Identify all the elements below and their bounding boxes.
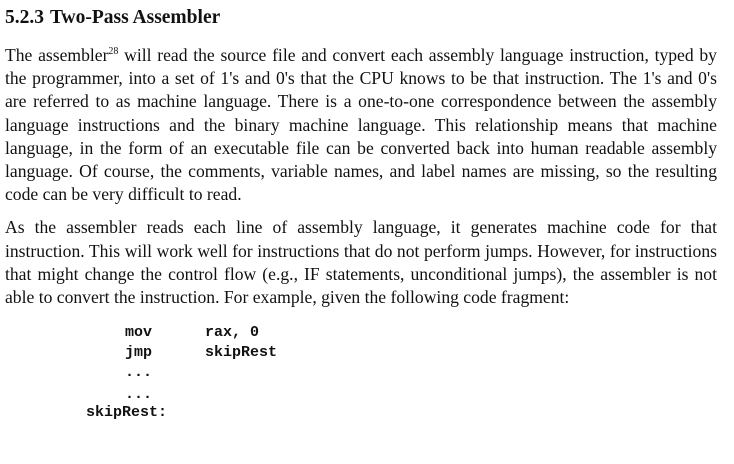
code-mov-instruction: mov (125, 324, 153, 342)
section-title: Two-Pass Assembler (50, 7, 221, 28)
paragraph-1-start: The assembler (5, 45, 109, 65)
code-jmp-target: skipRest (205, 344, 278, 362)
paragraph-1-rest: will read the source file and convert each assembly language instruction, typed by the programmer, into a set of 1's and 0's that the CPU knows to be that instruction. The 1's and 0's are referred to as machine language. There is a one-to-one correspondence between the assembly language instructions and the binary machine language. This relationship means that machine language, in the form of an executable file can be converted back into human readable assembly language. Of course, the comments, variable names, and label names are missing, so the resulting code can be very difficult to read. (5, 45, 717, 205)
code-ellipsis: ... (125, 364, 153, 382)
paragraph-assembler-jumps: As the assembler reads each line of assembly language, it generates machine code for that instruction. This will work well for instructions that do not perform jumps. However, for instructions that might change the control flow (e.g., IF statements, unconditional jumps), the assembler is not able to convert the instruction. For example, given the following code fragment: (5, 217, 717, 308)
code-jmp-instruction: jmp (125, 344, 153, 362)
section-heading (5, 6, 717, 30)
code-ellipsis: ... (125, 386, 153, 404)
code-mov-operands: rax, 0 (205, 324, 260, 342)
document-page (5, 0, 717, 423)
code-label-skiprest: skipRest: (86, 404, 168, 422)
paragraph-assembler-intro (5, 44, 717, 206)
code-fragment (5, 323, 717, 423)
section-number: 5.2.3 (5, 7, 44, 28)
footnote-marker: 28 (108, 46, 119, 57)
